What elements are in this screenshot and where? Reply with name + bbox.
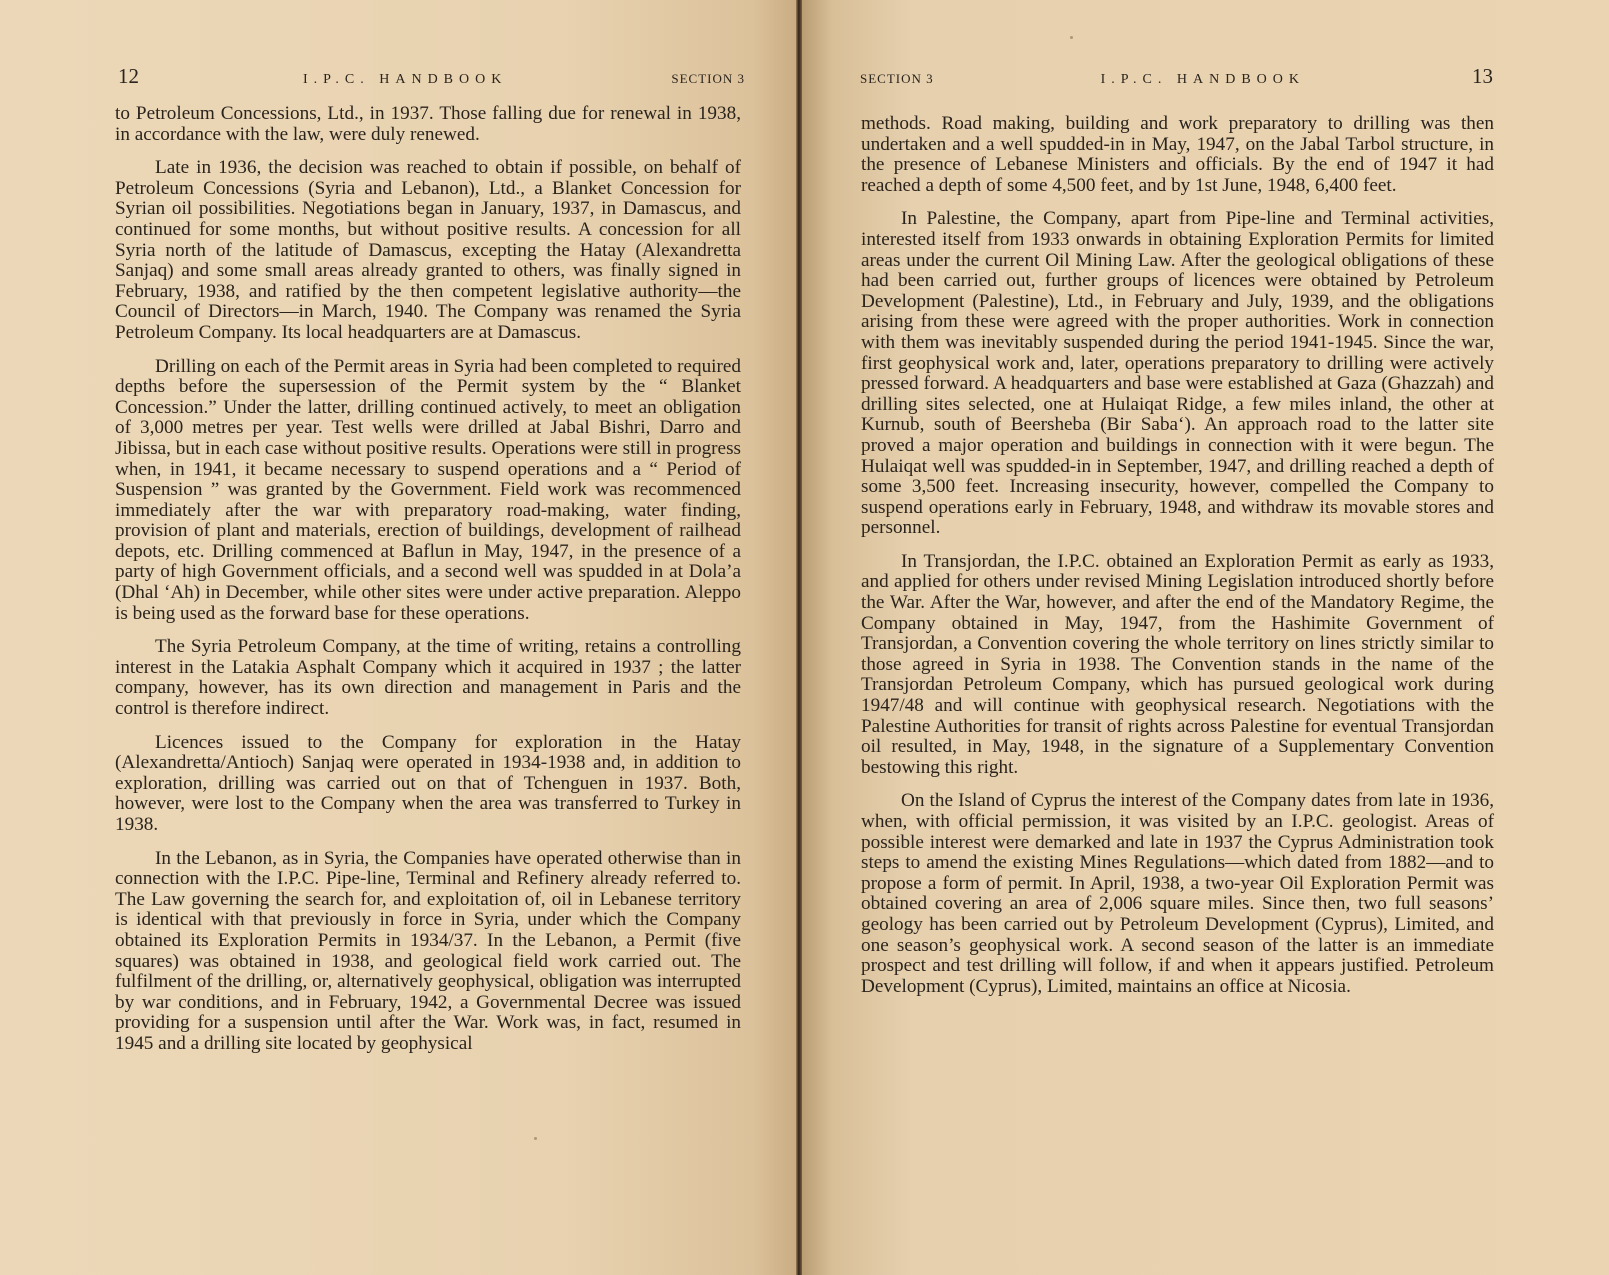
- paragraph: In Transjordan, the I.P.C. obtained an Exploration Permit as early as 1933, and applied for others under revised Mining Legislation introduced shortly before the War. After the War, however, and after the end of the Mandatory Regime, the Company obtained in May, 1947, from the Hashimite Government of Transjordan, a Convention covering the whole territory on lines strictly similar to those agreed in Syria in 1938. The Convention stands in the name of the Transjordan Petroleum Company, which has pursued geological work during 1947/48 and will continue with geophysical research. Negotiations with the Palestine Authorities for transit of rights across Palestine for eventual Transjordan oil resulted, in May, 1948, in the signature of a Supplementary Convention bestowing this right.: [861, 550, 1494, 778]
- section-label: SECTION 3: [671, 71, 745, 86]
- book-title: I.P.C. HANDBOOK: [1100, 72, 1305, 87]
- page-number: 13: [1472, 64, 1493, 88]
- paragraph: In the Lebanon, as in Syria, the Companies have operated otherwise than in connection with the I.P.C. Pipe-line, Terminal and Refinery already referred to. The Law governing the search for, and exploitation of, oil in Lebanese territory is identical with that previously in force in Syria, under which the Company obtained its Exploration Permits in 1934/37. In the Lebanon, a Permit (five squares) was obtained in 1938, and geological field work carried out. The fulfilment of the drilling, or, alternatively geophysical, obligation was interrupted by war conditions, and in February, 1942, a Governmental Decree was issued providing for a suspension until after the War. Work was, in fact, resumed in 1945 and a drilling site located by geophysical: [115, 847, 741, 1054]
- paper-speck: [1070, 36, 1073, 39]
- section-label: SECTION 3: [860, 71, 934, 86]
- left-page: [0, 0, 800, 1275]
- paragraph: to Petroleum Concessions, Ltd., in 1937. Those falling due for renewal in 1938, in accordance with the law, were duly renewed.: [115, 103, 741, 145]
- paragraph: In Palestine, the Company, apart from Pipe-line and Terminal activities, interested itself from 1933 onwards in obtaining Exploration Permits for limited areas under the current Oil Mining Law. After the geological obligations of these had been carried out, further groups of licences were obtained by Petroleum Development (Palestine), Ltd., in February and July, 1939, and the obligations arising from these were agreed with the proper authorities. Work in connection with them was inevitably suspended during the period 1941-1945. Since the war, first geophysical work and, later, operations preparatory to drilling were actively pressed forward. A headquarters and base were established at Gaza (Ghazzah) and drilling sites selected, one at Hulaiqat Ridge, a few miles inland, the other at Kurnub, south of Beersheba (Bir Saba‘). An approach road to the latter site proved a major operation and buildings in connection with it were begun. The Hulaiqat well was spudded-in in September, 1947, and drilling reached a depth of some 3,500 feet. Increasing insecurity, however, compelled the Company to suspend operations early in February, 1948, and withdraw its movable stores and personnel.: [861, 208, 1494, 539]
- paragraph: Late in 1936, the decision was reached to obtain if possible, on behalf of Petroleum Concessions (Syria and Lebanon), Ltd., a Blanket Concession for Syrian oil possibilities. Negotiations began in January, 1937, in Damascus, and continued for some months, but without positive results. A concession for all Syria north of the latitude of Damascus, excepting the Hatay (Alexandretta Sanjaq) and some small areas already granted to others, was finally signed in February, 1938, and ratified by the then competent legislative authority—the Council of Directors—in March, 1940. The Company was renamed the Syria Petroleum Company. Its local headquarters are at Damascus.: [115, 157, 741, 343]
- paragraph: Licences issued to the Company for exploration in the Hatay (Alexandretta/Antioch) Sanjaq were operated in 1934-1938 and, in addition to exploration, drilling was carried out on that of Tchenguen in 1937. Both, however, were lost to the Company when the area was transferred to Turkey in 1938.: [115, 731, 741, 835]
- left-running-header: [118, 64, 745, 94]
- right-body-text: [861, 114, 1494, 1010]
- paper-speck: [534, 1137, 537, 1140]
- book-title: I.P.C. HANDBOOK: [303, 72, 508, 87]
- left-body-text: [115, 104, 741, 1068]
- page-number: 12: [118, 64, 139, 88]
- paragraph: The Syria Petroleum Company, at the time of writing, retains a controlling interest in the Latakia Asphalt Company which it acquired in 1937 ; the latter company, however, has its own direction and management in Paris and the control is therefore indirect.: [115, 636, 741, 720]
- right-page: [800, 0, 1609, 1275]
- book-gutter: [796, 0, 802, 1275]
- paragraph: On the Island of Cyprus the interest of the Company dates from late in 1936, when, with official permission, it was visited by an I.P.C. geologist. Areas of possible interest were demarked and late in 1937 the Cyprus Administration took steps to amend the existing Mines Regulations—which dated from 1882—and to propose a form of permit. In April, 1938, a two-year Oil Exploration Permit was obtained covering an area of 2,006 square miles. Since then, two full seasons’ geology has been carried out by Petroleum Development (Cyprus), Limited, and one season’s geophysical work. A second season of the latter is an immediate prospect and test drilling will follow, if and when it appears justified. Petroleum Development (Cyprus), Limited, maintains an office at Nicosia.: [861, 790, 1494, 997]
- right-running-header: [860, 64, 1493, 94]
- paragraph: methods. Road making, building and work preparatory to drilling was then undertaken and a well spudded-in in May, 1947, on the Jabal Tarbol structure, in the presence of Lebanese Ministers and officials. By the end of 1947 it had reached a depth of some 4,500 feet, and by 1st June, 1948, 6,400 feet.: [861, 113, 1494, 196]
- paragraph: Drilling on each of the Permit areas in Syria had been completed to required depths before the supersession of the Permit system by the “ Blanket Concession.” Under the latter, drilling continued actively, to meet an obligation of 3,000 metres per year. Test wells were drilled at Jabal Bishri, Darro and Jibissa, but in each case without positive results. Operations were still in progress when, in 1941, it became necessary to suspend operations and a “ Period of Suspension ” was granted by the Government. Field work was recommenced immediately after the war with preparatory road-making, water finding, provision of plant and materials, erection of buildings, development of railhead depots, etc. Drilling commenced at Baflun in May, 1947, in the presence of a party of high Government officials, and a second well was spudded in at Dola’a (Dhal ‘Ah) in December, while other sites were under active preparation. Aleppo is being used as the forward base for these operations.: [115, 355, 741, 624]
